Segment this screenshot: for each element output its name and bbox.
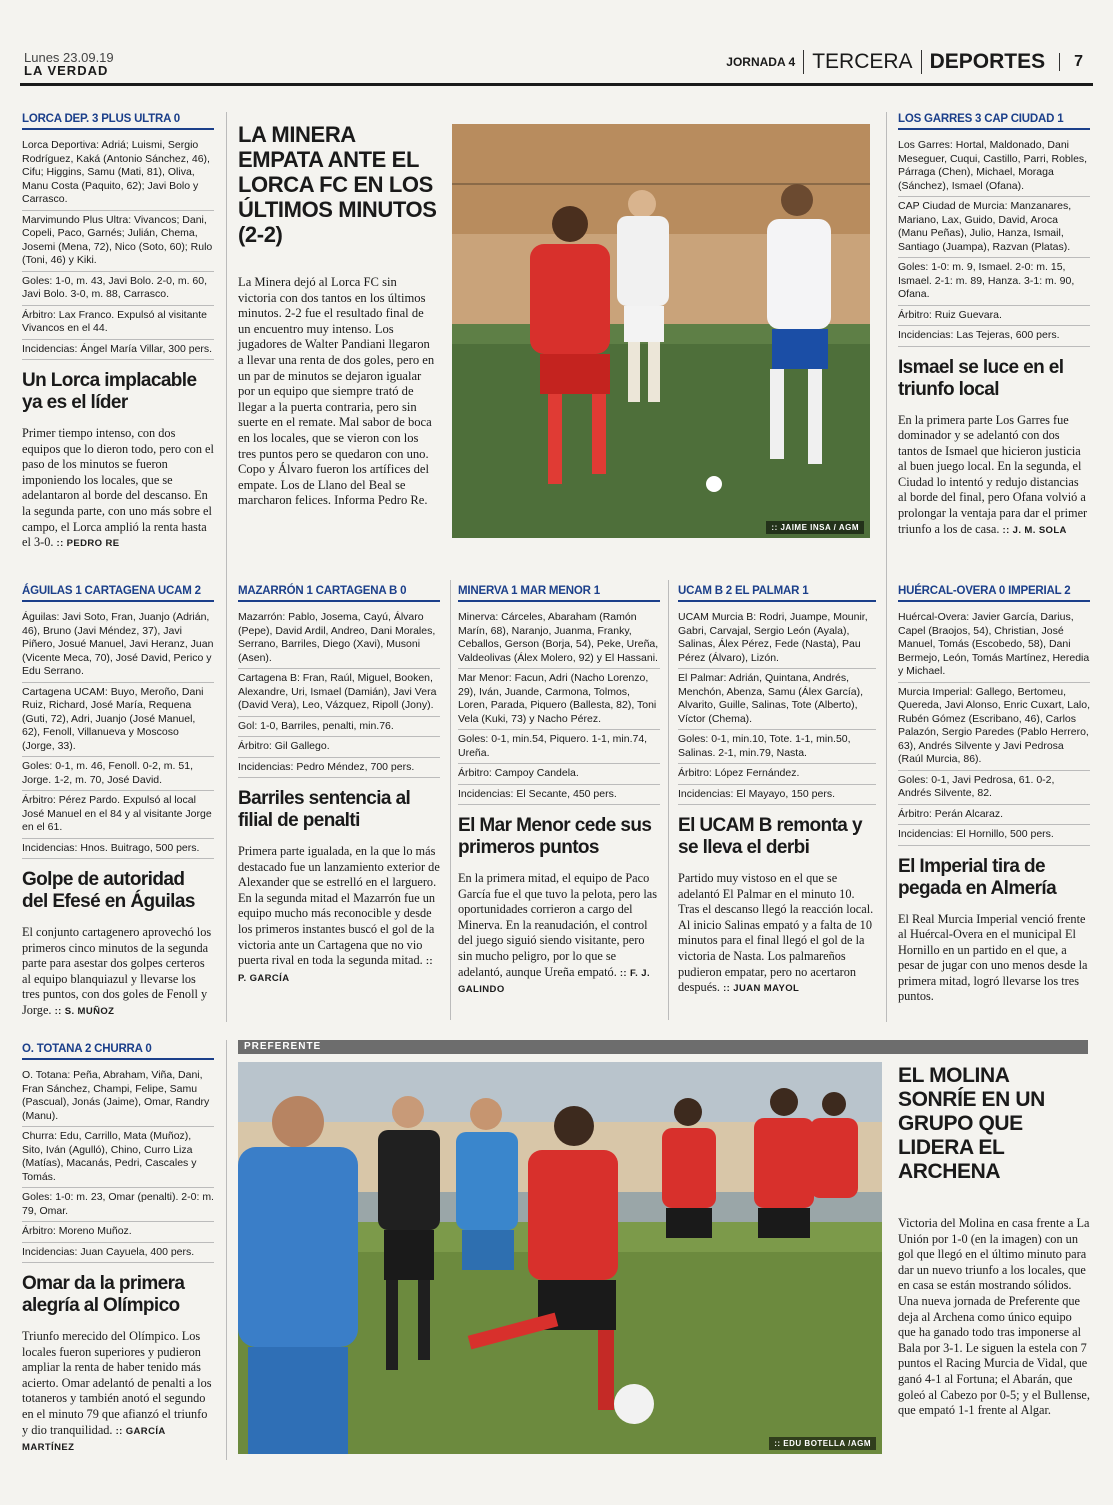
page-number: 7 — [1059, 53, 1083, 71]
lineup-away: Marvimundo Plus Ultra: Vivancos; Dani, Copeli, Paco, Garnés; Julián, Chema, Josemi (Mena, 72), Nico (Soto, 60); Rulo (Toni, 46) y Kiki. — [22, 211, 214, 272]
referee: Árbitro: Perán Alcaraz. — [898, 805, 1090, 826]
body-text: Triunfo merecido del Olímpico. Los locales fueron superiores y pudieron ampliar la renta de haber tenido más acierto. Omar adelantó de penalti a los totaneros y también anotó el segundo en el minuto 79 que afianzó el triunfo y dio tranquilidad. — [22, 1329, 212, 1437]
byline: :: S. MUÑOZ — [54, 1005, 115, 1017]
result-header: LOS GARRES 3 CAP CIUDAD 1 — [898, 112, 1090, 130]
article-body: Victoria del Molina en casa frente a La Unión por 1-0 (en la imagen) con un gol que llegó en el último minuto para dar un nuevo triunfo a los locales, que en casa se están mostrando sólidos. Una nueva jornada de Preferente que deja al Archena como único equipo que ha ganado todo tras imponerse al Bala por 3-1. Le siguen la estela con 7 puntos el Racing Murcia de Vidal, que ganó 4-1 al Fortuna; el Abarán, que goleó al Cabezo por 0-5; y el Bullense, que empató 1-1 frente al Algar. — [898, 1216, 1090, 1418]
result-header: LORCA DEP. 3 PLUS ULTRA 0 — [22, 112, 214, 130]
headline: Golpe de autoridad del Efesé en Águilas — [22, 869, 195, 912]
article-preferente — [898, 1064, 1090, 1419]
result-header: MAZARRÓN 1 CARTAGENA B 0 — [238, 584, 440, 602]
match-aguilas — [22, 584, 214, 1020]
category-label: DEPORTES — [921, 50, 1054, 74]
football-photo — [238, 1062, 882, 1454]
lineup-away: Murcia Imperial: Gallego, Bertomeu, Quereda, Javi Alonso, Enric Cuxart, Lalo, Rubén Gómez (Escribano, 46), Carlos Palazón, Sergio Paredes (Pablo Herrero, 63), Andrés Silvente y Javi Pedrosa (Raúl Murcia, 86). — [898, 683, 1090, 771]
masthead-date: Lunes 23.09.19 — [24, 50, 114, 65]
body-text: Partido muy vistoso en el que se adelantó El Palmar en el minuto 10. Tras el descanso llegó la reacción local. Al inicio Salinas empató y a falta de 10 minutos para el final llegó el gol de la victoria de Nasta. Los palmareños pudieron empatar, pero no acertaron después. — [678, 871, 874, 995]
match-lorca — [22, 112, 214, 552]
photo-minera — [452, 124, 870, 538]
lineup-away: Cartagena B: Fran, Raúl, Miguel, Booken, Alexandre, Uri, Ismael (Damián), Javi Vera (David Vera), Leo, Vázquez, Ripoll (Jony). — [238, 669, 440, 717]
goals: Goles: 0-1, min.54, Piquero. 1-1, min.74, Ureña. — [458, 730, 660, 764]
goals: Goles: 1-0: m. 9, Ismael. 2-0: m. 15, Ismael. 2-1: m. 89, Hanza. 3-1: m. 90, Ofana. — [898, 258, 1090, 306]
article-body — [458, 871, 660, 998]
article-minera — [238, 122, 438, 509]
photo-preferente — [238, 1062, 882, 1454]
match-garres — [898, 112, 1090, 538]
lineup-home: Minerva: Cárceles, Abaraham (Ramón Marín, 68), Naranjo, Juanma, Franky, Ceballos, Gerson (Borja, 54), Peke, Ureña, Valdeolivas (Álex Molero, 92) y El Hassani. — [458, 608, 660, 669]
column-rule — [450, 580, 451, 1020]
article-body: El Real Murcia Imperial venció frente al Huércal-Overa en el municipal El Hornillo en un partido en el que, a pesar de jugar con uno menos desde la primera mitad, logró llevarse los tres puntos. — [898, 911, 1088, 1004]
referee: Árbitro: Campoy Candela. — [458, 764, 660, 785]
body-text: Primera parte igualada, en la que lo más destacado fue un lanzamiento exterior de Alexander que se estrelló en el larguero. En la segunda mitad el Mazarrón fue un equipo mucho más reconocible y desde los primeros instantes buscó el gol de la victoria ante un Cartagena que no vio puerta rival en toda la segunda mitad. — [238, 844, 440, 968]
byline: :: P. GARCÍA — [238, 956, 433, 984]
body-text: En la primera mitad, el equipo de Paco García fue el que tuvo la pelota, pero las oportunidades corrieron a cargo del Minerva. En la reanudación, el control del juego siguió siendo visitante, pero sin mucho peligro, por lo que se adelantó, aunque Ureña empató. — [458, 871, 658, 979]
match-ucam — [678, 584, 876, 997]
column-rule — [226, 112, 227, 1022]
goals: Goles: 0-1, m. 46, Fenoll. 0-2, m. 51, Jorge. 1-2, m. 70, José David. — [22, 757, 214, 791]
headline: Omar da la primera alegría al Olímpico — [22, 1273, 185, 1316]
byline: :: F. J. GALINDO — [458, 967, 650, 996]
top-rule — [20, 83, 1093, 86]
lineup-away: El Palmar: Adrián, Quintana, Andrés, Menchón, Abenza, Samu (Álex García), Alvarito, Guille, Salinas, Tote (Alberto), Víctor (Chema). — [678, 669, 876, 730]
lineup-home: Águilas: Javi Soto, Fran, Juanjo (Adrián, 46), Bruno (Javi Méndez, 37), Javi Piñero, Josué Manuel, Javi Heranz, Juan (Vicente Meca, 70), José David, Perico y Edu Serrano. — [22, 608, 214, 683]
result-header: HUÉRCAL-OVERA 0 IMPERIAL 2 — [898, 584, 1090, 602]
incidents: Incidencias: Ángel María Villar, 300 pers. — [22, 340, 214, 361]
referee: Árbitro: Lax Franco. Expulsó al visitante Vivancos en el 44. — [22, 306, 214, 340]
article-body — [22, 426, 214, 552]
goals: Gol: 1-0, Barriles, penalti, min.76. — [238, 717, 440, 738]
body-text: El conjunto cartagenero aprovechó los primeros cinco minutos de la segunda parte para asestar dos golpes certeros al equipo blanquiazul y llevarse los tres puntos, con dos goles de Fenoll y Jorge. — [22, 925, 212, 1017]
match-mazarron — [238, 584, 440, 986]
headline: El Mar Menor cede sus primeros puntos — [458, 815, 652, 858]
lineup-away: Churra: Edu, Carrillo, Mata (Muñoz), Sito, Iván (Agulló), Chino, Curro Liza (Matías), Macanás, Pedri, Cascales y Tomás. — [22, 1127, 214, 1188]
referee: Árbitro: Pérez Pardo. Expulsó al local José Manuel en el 84 y al visitante Jorge en el 61. — [22, 791, 214, 839]
referee: Árbitro: López Fernández. — [678, 764, 876, 785]
result-header: ÁGUILAS 1 CARTAGENA UCAM 2 — [22, 584, 214, 602]
referee: Árbitro: Gil Gallego. — [238, 737, 440, 758]
lineup-away: Cartagena UCAM: Buyo, Meroño, Dani Ruiz, Richard, José María, Requena (Guti, 72), Adri, Juanjo (José Manuel, 62), Fenoll, Villanueva y Moscoso (Jorge, 33). — [22, 683, 214, 758]
lineup-home: UCAM Murcia B: Rodri, Juampe, Mounir, Gabri, Carvajal, Sergio León (Ayala), Salinas, Álex Pérez, Fede (Nasta), Pau Pérez (Álvaro), Lizón. — [678, 608, 876, 669]
headline: Ismael se luce en el triunfo local — [898, 356, 1064, 400]
result-header: UCAM B 2 EL PALMAR 1 — [678, 584, 876, 602]
byline: :: JUAN MAYOL — [723, 983, 800, 995]
referee: Árbitro: Moreno Muñoz. — [22, 1222, 214, 1243]
goals: Goles: 1-0, m. 43, Javi Bolo. 2-0, m. 60, Javi Bolo. 3-0, m. 88, Carrasco. — [22, 272, 214, 306]
incidents: Incidencias: El Secante, 450 pers. — [458, 785, 660, 806]
photo-credit: :: EDU BOTELLA /AGM — [769, 1437, 876, 1450]
lineup-home: Lorca Deportiva: Adriá; Luismi, Sergio Rodríguez, Kaká (Antonio Sánchez, 46), Cifu; Higgins, Samu (Mati, 81), Oliva, Manu Costa (Paquito, 62); Javi Bolo y Carrasco. — [22, 136, 214, 211]
article-body — [22, 925, 214, 1020]
goals: Goles: 0-1, Javi Pedrosa, 61. 0-2, Andrés Silvente, 82. — [898, 771, 1090, 805]
incidents: Incidencias: Juan Cayuela, 400 pers. — [22, 1243, 214, 1264]
incidents: Incidencias: Pedro Méndez, 700 pers. — [238, 758, 440, 779]
goals: Goles: 0-1, min.10, Tote. 1-1, min.50, Salinas. 2-1, min.79, Nasta. — [678, 730, 876, 764]
column-rule — [226, 1040, 227, 1460]
lineup-away: CAP Ciudad de Murcia: Manzanares, Mariano, Lax, Guido, David, Aroca (Manu Peñas), Julio, Hanza, Ismail, Santiago (Juampa), Razvan (Platas). — [898, 197, 1090, 258]
football-photo — [452, 124, 870, 538]
headline: El UCAM B remonta y se lleva el derbi — [678, 815, 862, 858]
byline: :: PEDRO RE — [56, 538, 120, 550]
byline: :: GARCÍA MARTÍNEZ — [22, 1425, 166, 1454]
article-body — [898, 413, 1090, 539]
preferente-label: PREFERENTE — [238, 1040, 1088, 1054]
lineup-home: O. Totana: Peña, Abraham, Viña, Dani, Fran Sánchez, Champi, Felipe, Samu (Pascual), Jonás (Jaime), Omar, Randry (Manu). — [22, 1066, 214, 1127]
masthead-section — [718, 50, 1083, 74]
lineup-away: Mar Menor: Facun, Adri (Nacho Lorenzo, 29), Iván, Juande, Carmona, Tolmos, Loren, Parada, Piquero (Ballesta, 82), Toni Vela (Kuki, 73) y Nacho Pérez. — [458, 669, 660, 730]
headline: EL MOLINA SONRÍE EN UN GRUPO QUE LIDERA EL ARCHENA — [898, 1064, 1045, 1183]
match-minerva — [458, 584, 660, 998]
headline: Un Lorca implacable ya es el líder — [22, 370, 197, 413]
incidents: Incidencias: Las Tejeras, 600 pers. — [898, 326, 1090, 347]
result-header: MINERVA 1 MAR MENOR 1 — [458, 584, 660, 602]
incidents: Incidencias: El Mayayo, 150 pers. — [678, 785, 876, 806]
match-huercal — [898, 584, 1090, 1005]
column-rule — [886, 112, 887, 1022]
lineup-home: Huércal-Overa: Javier García, Darius, Capel (Braojos, 54), Christian, José Manuel, Tomás (Escobedo, 58), Dani Bermejo, León, Tomás Martínez, Heredia y Michael. — [898, 608, 1090, 683]
masthead-paper: LA VERDAD — [24, 63, 109, 78]
column-rule — [668, 580, 669, 1020]
incidents: Incidencias: Hnos. Buitrago, 500 pers. — [22, 839, 214, 860]
lineup-home: Los Garres: Hortal, Maldonado, Dani Meseguer, Cuqui, Castillo, Parri, Robles, Párraga (Chen), Michael, Moraga (Sánchez), Ismael (Ofana). — [898, 136, 1090, 197]
body-text: Primer tiempo intenso, con dos equipos que lo dieron todo, pero con el paso de los minutos se fueron imponiendo los locales, que se adelantaron al borde del descanso. En la segunda parte, con uno más sobre el campo, el Lorca amplió la renta hasta el 3-0. — [22, 426, 214, 550]
body-text: En la primera parte Los Garres fue dominador y se adelantó con dos tantos de Ismael que hicieron justicia al buen juego local. En la segunda, el Ciudad lo intentó y redujo distancias al borde del final, pero Ofana volvió a prolongar la ventaja para dar el primer triunfo a los de casa. — [898, 412, 1088, 536]
article-body — [22, 1329, 214, 1456]
headline: LA MINERA EMPATA ANTE EL LORCA FC EN LOS ÚLTIMOS MINUTOS (2-2) — [238, 122, 437, 247]
byline: :: J. M. SOLA — [1002, 524, 1067, 536]
lineup-home: Mazarrón: Pablo, Josema, Cayú, Álvaro (Pepe), David Ardil, Andreo, Dani Morales, Serrano, Barriles, Diego (Xavi), Musoni (Asen). — [238, 608, 440, 669]
goals: Goles: 1-0: m. 23, Omar (penalti). 2-0: m. 79, Omar. — [22, 1188, 214, 1222]
headline: El Imperial tira de pegada en Almería — [898, 855, 1057, 899]
incidents: Incidencias: El Hornillo, 500 pers. — [898, 825, 1090, 846]
headline: Barriles sentencia al filial de penalti — [238, 788, 411, 831]
jornada-label: JORNADA 4 — [726, 55, 796, 69]
result-header: O. TOTANA 2 CHURRA 0 — [22, 1042, 214, 1060]
section-label: TERCERA — [803, 50, 920, 74]
article-body — [238, 844, 440, 986]
match-totana — [22, 1042, 214, 1456]
article-body: La Minera dejó al Lorca FC sin victoria con dos tantos en los últimos minutos. 2-2 fue el resultado final de un encuentro muy intenso. Los jugadores de Walter Pandiani llegaron a llevar una renta de dos goles, pero en un par de minutos se dejaron igualar por un equipo que siempre trató de llegar a la puerta contraria, pero sin suerte en el remate. Mal sabor de boca en los locales, que se vieron con los tres puntos pero se quedaron con uno. Copo y Álvaro fueron los artífices del empate. Los de Llano del Beal se marcharon felices. Informa Pedro Re. — [238, 275, 435, 508]
article-body — [678, 871, 876, 997]
referee: Árbitro: Ruiz Guevara. — [898, 306, 1090, 327]
photo-credit: :: JAIME INSA / AGM — [766, 521, 864, 534]
